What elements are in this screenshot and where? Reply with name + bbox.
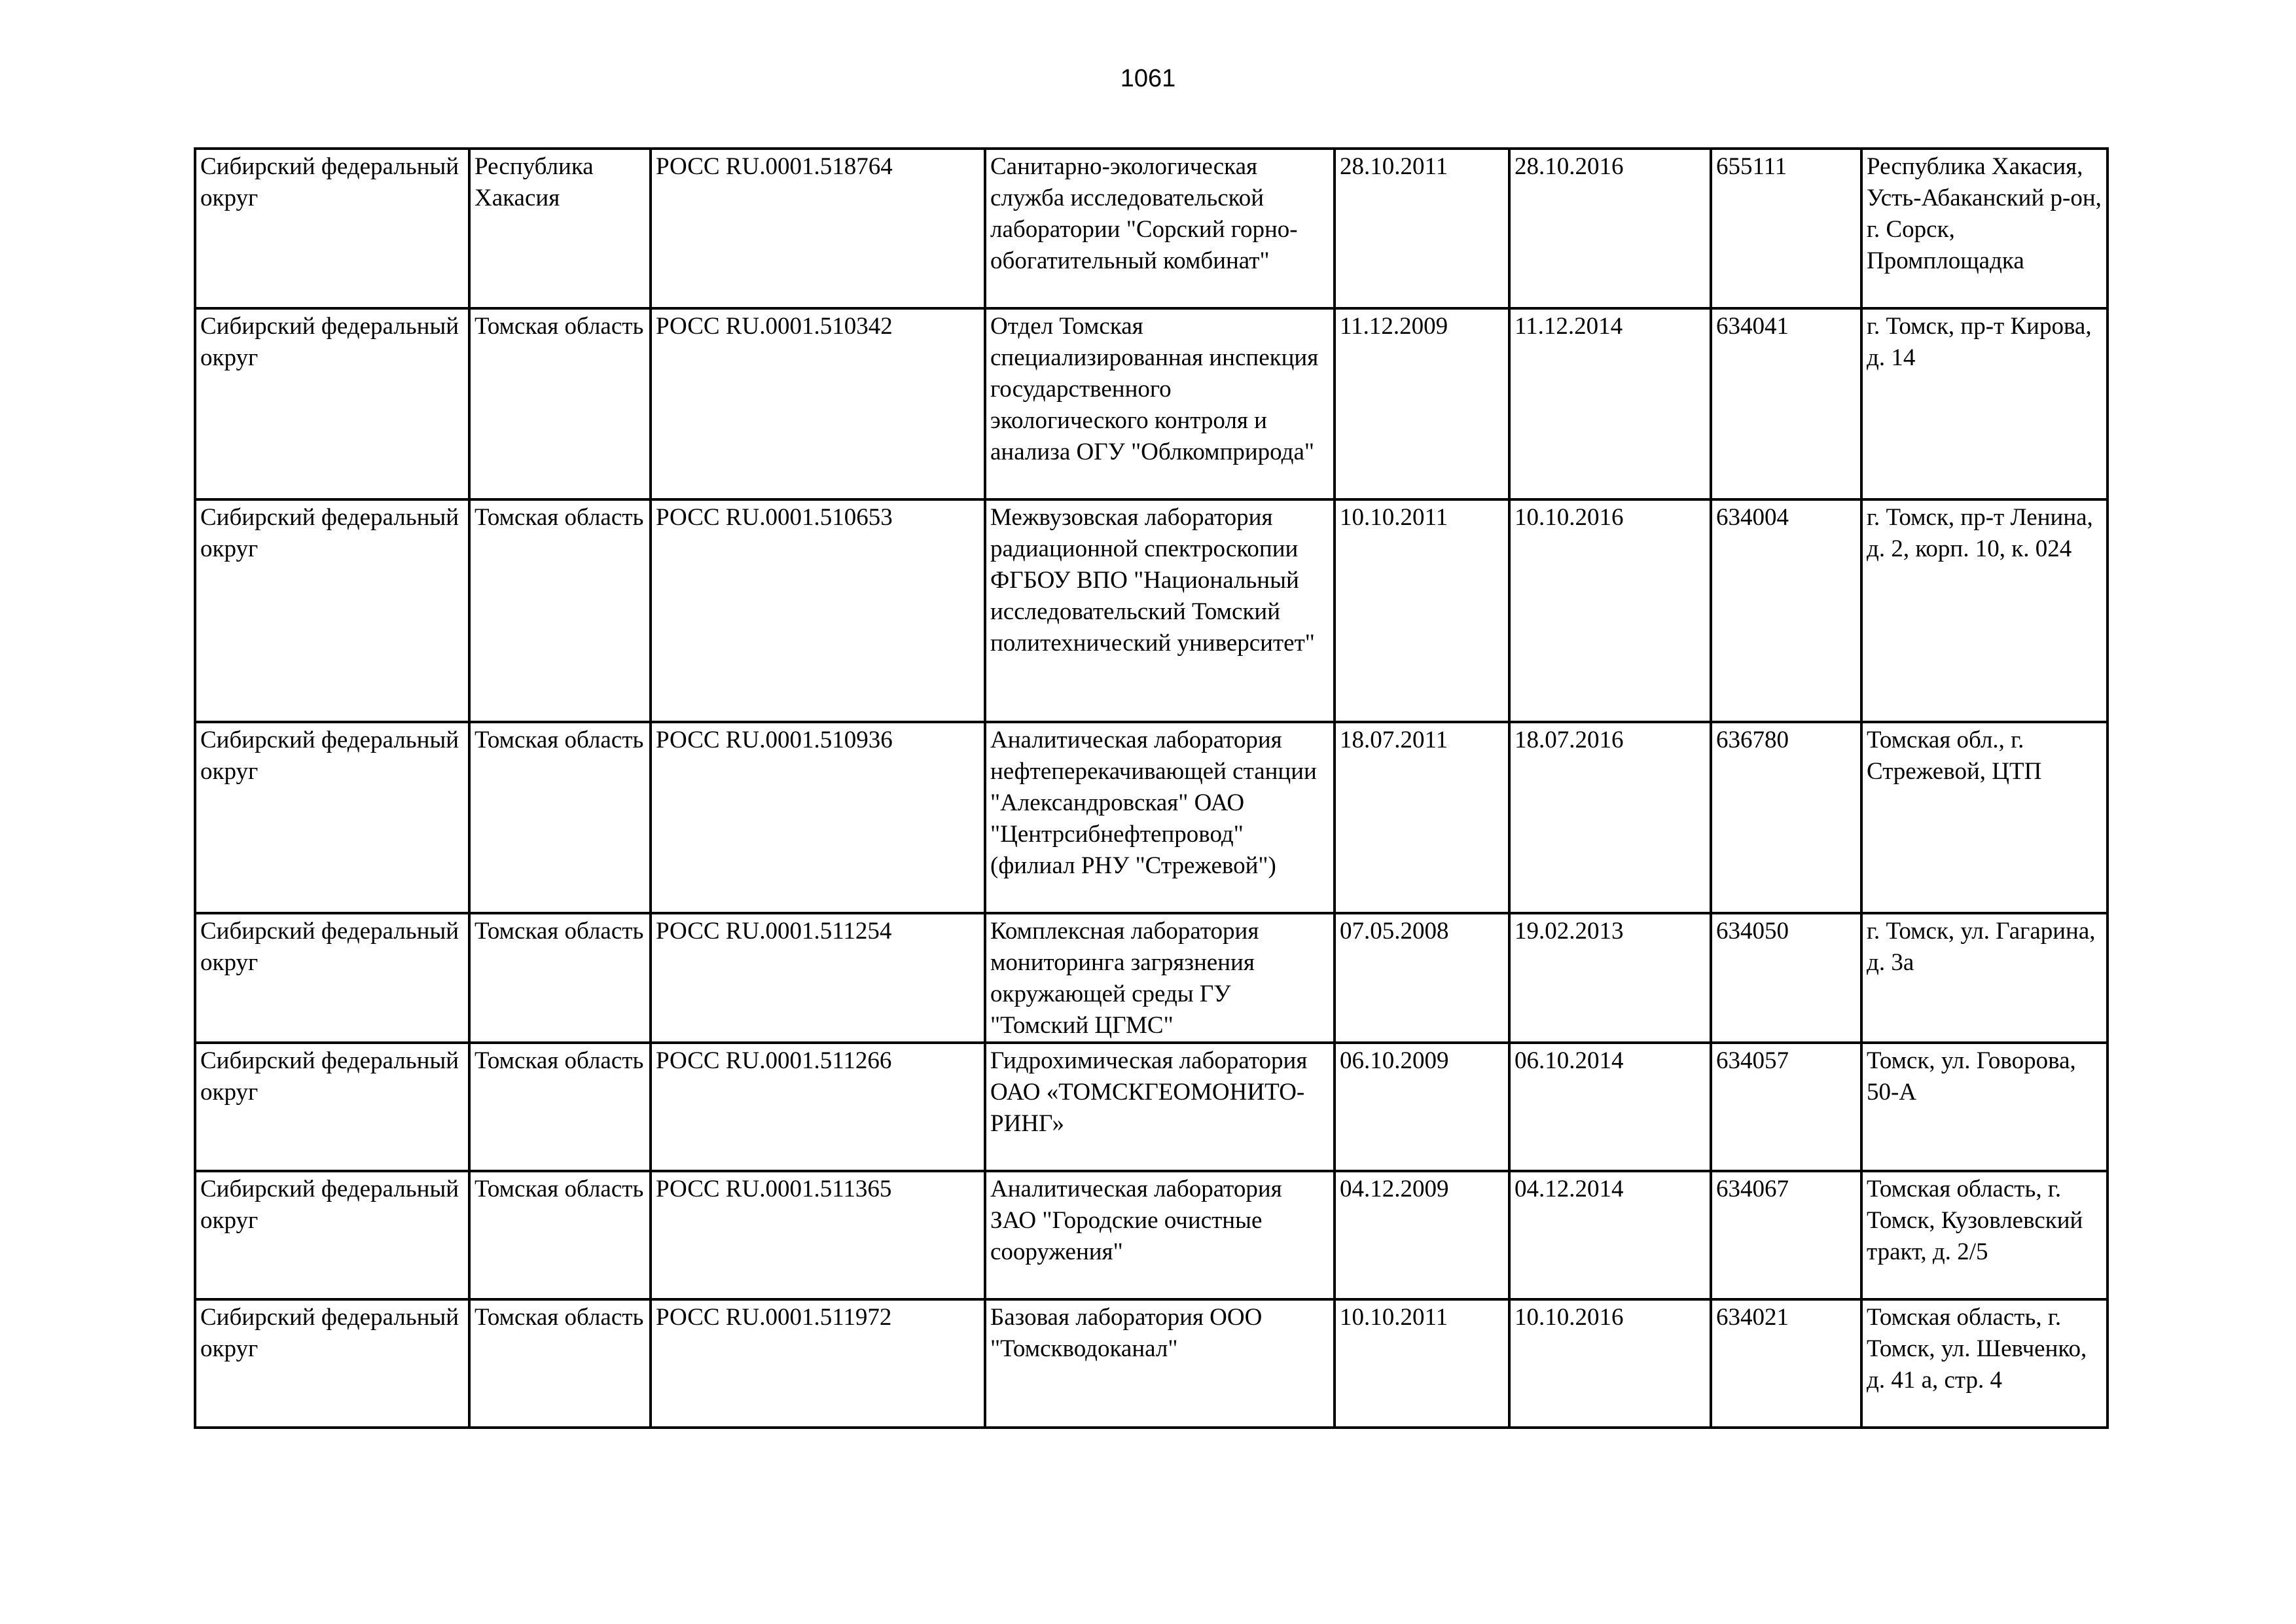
region-cell: Томская область: [469, 499, 651, 722]
address-cell: г. Томск, пр-т Ленина, д. 2, корп. 10, к. 024: [1861, 499, 2108, 722]
region-cell: Томская область: [469, 308, 651, 499]
issue-date-cell: 18.07.2011: [1335, 722, 1509, 913]
expiry-date-cell: 28.10.2016: [1509, 149, 1711, 308]
table-row: [195, 149, 2108, 308]
issue-date-cell: 28.10.2011: [1335, 149, 1509, 308]
region-cell: Томская область: [469, 1043, 651, 1171]
organization-cell: Гидрохимическая лаборатория ОАО «ТОМСКГЕОМОНИТО-РИНГ»: [985, 1043, 1335, 1171]
registry-table: [194, 147, 2109, 1429]
region-cell: Томская область: [469, 1171, 651, 1299]
address-cell: Республика Хакасия, Усть-Абаканский р-он, г. Сорск, Промплощадка: [1861, 149, 2108, 308]
expiry-date-cell: 11.12.2014: [1509, 308, 1711, 499]
expiry-date-cell: 19.02.2013: [1509, 913, 1711, 1043]
table-row: [195, 1043, 2108, 1171]
table-row: [195, 308, 2108, 499]
table-row: [195, 722, 2108, 913]
postcode-cell: 634021: [1711, 1299, 1861, 1428]
address-cell: г. Томск, пр-т Кирова, д. 14: [1861, 308, 2108, 499]
district-cell: Сибирский федеральный округ: [195, 722, 469, 913]
expiry-date-cell: 06.10.2014: [1509, 1043, 1711, 1171]
table-row: [195, 1171, 2108, 1299]
organization-cell: Аналитическая лаборатория нефтеперекачивающей станции "Александровская" ОАО "Центрсибнефтепровод" (филиал РНУ "Стрежевой"): [985, 722, 1335, 913]
district-cell: Сибирский федеральный округ: [195, 499, 469, 722]
issue-date-cell: 10.10.2011: [1335, 499, 1509, 722]
postcode-cell: 636780: [1711, 722, 1861, 913]
address-cell: Томская область, г. Томск, Кузовлевский тракт, д. 2/5: [1861, 1171, 2108, 1299]
postcode-cell: 634004: [1711, 499, 1861, 722]
expiry-date-cell: 04.12.2014: [1509, 1171, 1711, 1299]
region-cell: Томская область: [469, 913, 651, 1043]
certificate-number-cell: РОСС RU.0001.518764: [651, 149, 985, 308]
organization-cell: Комплексная лаборатория мониторинга загрязнения окружающей среды ГУ "Томский ЦГМС": [985, 913, 1335, 1043]
postcode-cell: 634057: [1711, 1043, 1861, 1171]
postcode-cell: 634041: [1711, 308, 1861, 499]
district-cell: Сибирский федеральный округ: [195, 149, 469, 308]
certificate-number-cell: РОСС RU.0001.511365: [651, 1171, 985, 1299]
postcode-cell: 634067: [1711, 1171, 1861, 1299]
expiry-date-cell: 18.07.2016: [1509, 722, 1711, 913]
certificate-number-cell: РОСС RU.0001.511266: [651, 1043, 985, 1171]
certificate-number-cell: РОСС RU.0001.510342: [651, 308, 985, 499]
address-cell: г. Томск, ул. Гагарина, д. 3а: [1861, 913, 2108, 1043]
table-row: [195, 1299, 2108, 1428]
address-cell: Томская область, г. Томск, ул. Шевченко, д. 41 а, стр. 4: [1861, 1299, 2108, 1428]
postcode-cell: 655111: [1711, 149, 1861, 308]
certificate-number-cell: РОСС RU.0001.510653: [651, 499, 985, 722]
certificate-number-cell: РОСС RU.0001.511254: [651, 913, 985, 1043]
district-cell: Сибирский федеральный округ: [195, 1043, 469, 1171]
region-cell: Томская область: [469, 722, 651, 913]
region-cell: Республика Хакасия: [469, 149, 651, 308]
issue-date-cell: 11.12.2009: [1335, 308, 1509, 499]
organization-cell: Отдел Томская специализированная инспекция государственного экологического контроля и анализа ОГУ "Облкомприрода": [985, 308, 1335, 499]
table-row: [195, 913, 2108, 1043]
issue-date-cell: 06.10.2009: [1335, 1043, 1509, 1171]
district-cell: Сибирский федеральный округ: [195, 913, 469, 1043]
organization-cell: Санитарно-экологическая служба исследовательской лаборатории "Сорский горно-обогатительный комбинат": [985, 149, 1335, 308]
page-number: 1061: [1120, 65, 1176, 92]
issue-date-cell: 04.12.2009: [1335, 1171, 1509, 1299]
region-cell: Томская область: [469, 1299, 651, 1428]
district-cell: Сибирский федеральный округ: [195, 308, 469, 499]
address-cell: Томск, ул. Говорова, 50-А: [1861, 1043, 2108, 1171]
issue-date-cell: 07.05.2008: [1335, 913, 1509, 1043]
district-cell: Сибирский федеральный округ: [195, 1171, 469, 1299]
expiry-date-cell: 10.10.2016: [1509, 1299, 1711, 1428]
expiry-date-cell: 10.10.2016: [1509, 499, 1711, 722]
table-row: [195, 499, 2108, 722]
issue-date-cell: 10.10.2011: [1335, 1299, 1509, 1428]
organization-cell: Межвузовская лаборатория радиационной спектроскопии ФГБОУ ВПО "Национальный исследовательский Томский политехнический университет": [985, 499, 1335, 722]
postcode-cell: 634050: [1711, 913, 1861, 1043]
certificate-number-cell: РОСС RU.0001.510936: [651, 722, 985, 913]
district-cell: Сибирский федеральный округ: [195, 1299, 469, 1428]
certificate-number-cell: РОСС RU.0001.511972: [651, 1299, 985, 1428]
organization-cell: Базовая лаборатория ООО "Томскводоканал": [985, 1299, 1335, 1428]
organization-cell: Аналитическая лаборатория ЗАО "Городские очистные сооружения": [985, 1171, 1335, 1299]
address-cell: Томская обл., г. Стрежевой, ЦТП: [1861, 722, 2108, 913]
